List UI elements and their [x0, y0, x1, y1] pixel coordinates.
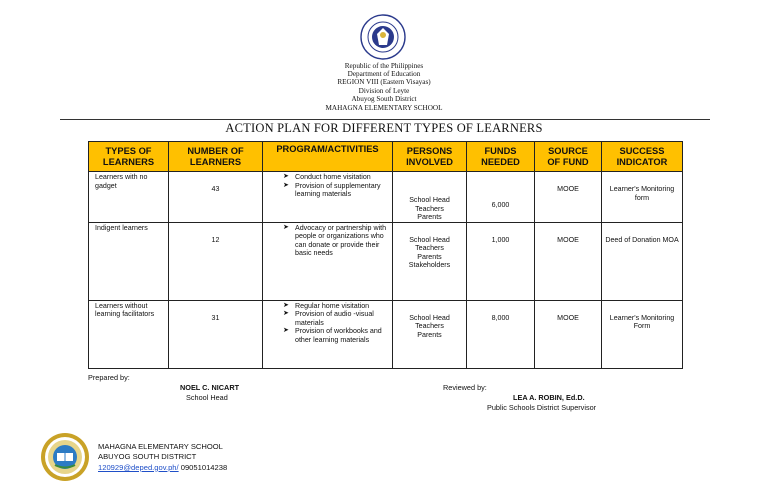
col-number-of-learners: NUMBER OF LEARNERS: [169, 142, 263, 172]
col-program-activities: PROGRAM/ACTIVITIES: [263, 142, 393, 172]
learner-type-cell: Indigent learners: [89, 222, 169, 300]
footer-contact: [98, 442, 227, 473]
indicator-cell: Learner's Monitoring Form: [602, 300, 683, 368]
action-plan-table: [88, 141, 683, 369]
learner-count-cell: 43: [169, 172, 263, 223]
activities-cell: [263, 300, 393, 368]
activity-item: ➤ Provision of supplementary learning materials: [283, 181, 381, 198]
region-line: REGION VIII (Eastern Visayas): [337, 78, 431, 86]
fund-source-cell: MOOE: [535, 172, 602, 223]
prepared-by-label: Prepared by:: [88, 373, 130, 382]
activity-item: ➤ Conduct home visitation: [283, 173, 371, 181]
fund-source-cell: MOOE: [535, 300, 602, 368]
funds-cell: 8,000: [467, 300, 535, 368]
fund-source-cell: MOOE: [535, 222, 602, 300]
reviewed-by-label: Reviewed by:: [443, 383, 487, 392]
footer-district: ABUYOG SOUTH DISTRICT: [98, 452, 197, 462]
persons-cell: School Head Teachers Parents Stakeholders: [393, 222, 467, 300]
table-row: [89, 300, 683, 368]
learner-count-cell: 12: [169, 222, 263, 300]
activities-cell: [263, 222, 393, 300]
arrow-bullet-icon: ➤: [283, 181, 289, 189]
funds-cell: 1,000: [467, 222, 535, 300]
col-types-of-learners: TYPES OF LEARNERS: [89, 142, 169, 172]
prepared-by-name: NOEL C. NICART: [180, 383, 240, 392]
republic-line: Republic of the Philippines: [344, 62, 424, 70]
col-funds-needed: FUNDS NEEDED: [467, 142, 535, 172]
indicator-cell: Deed of Donation MOA: [602, 222, 683, 300]
footer-contact-line: [98, 463, 227, 473]
col-persons-involved: PERSONS INVOLVED: [393, 142, 467, 172]
arrow-bullet-icon: ➤: [283, 173, 289, 180]
district-line: Abuyog South District: [351, 95, 417, 103]
arrow-bullet-icon: ➤: [283, 223, 289, 231]
phone-number: 09051014238: [178, 462, 228, 472]
activity-item: ➤ Provision of audio -visual materials: [283, 310, 374, 327]
reviewed-by-name: LEA A. ROBIN, Ed.D.: [513, 393, 585, 402]
division-line: Division of Leyte: [358, 87, 410, 95]
document-title: ACTION PLAN FOR DIFFERENT TYPES OF LEARNERS: [225, 121, 543, 135]
footer-school-name: MAHAGNA ELEMENTARY SCHOOL: [98, 442, 223, 451]
table-row: [89, 172, 683, 223]
col-success-indicator: SUCCESS INDICATOR: [602, 142, 683, 172]
funds-cell: 6,000: [467, 172, 535, 223]
department-line: Department of Education: [347, 70, 421, 78]
persons-cell: School Head Teachers Parents: [393, 300, 467, 368]
persons-cell: School Head Teachers Parents: [393, 172, 467, 223]
arrow-bullet-icon: ➤: [283, 301, 289, 309]
learner-count-cell: 31: [169, 300, 263, 368]
indicator-cell: Learner's Monitoring form: [602, 172, 683, 223]
arrow-bullet-icon: ➤: [283, 310, 289, 317]
col-source-of-fund: SOURCE OF FUND: [535, 142, 602, 172]
learner-type-cell: Learners with no gadget: [89, 172, 169, 223]
activities-cell: [263, 172, 393, 223]
table-header-row: [89, 142, 683, 172]
table-row: [89, 222, 683, 300]
email-link[interactable]: 120929@deped.gov.ph/: [98, 462, 179, 472]
activity-item: ➤ Advocacy or partnership with people or organizations who can donate or provide their basic needs: [283, 223, 387, 257]
activity-item: ➤ Regular home visitation: [283, 301, 370, 310]
activity-item: ➤ Provision of workbooks and other learning materials: [283, 327, 382, 344]
header-divider: [60, 119, 710, 120]
school-name: MAHAGNA ELEMENTARY SCHOOL: [325, 104, 443, 112]
arrow-bullet-icon: ➤: [283, 327, 289, 334]
reviewed-by-title: Public Schools District Supervisor: [487, 403, 597, 412]
learner-type-cell: Learners without learning facilitators: [89, 300, 169, 368]
deped-seal-logo: [360, 14, 406, 60]
prepared-by-title: School Head: [186, 393, 228, 402]
school-logo: [40, 432, 90, 482]
